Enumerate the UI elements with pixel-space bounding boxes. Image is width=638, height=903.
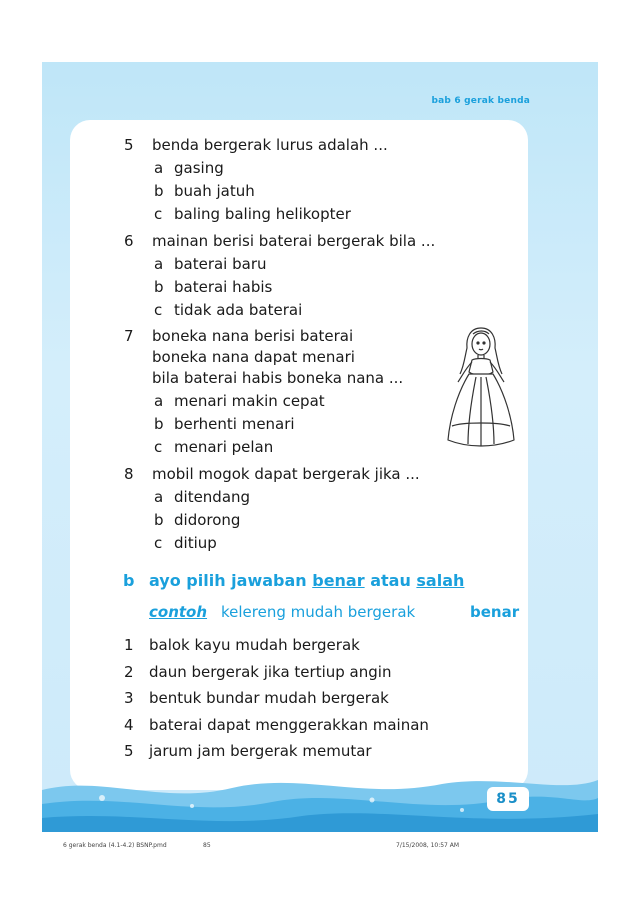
option-text: buah jatuh: [174, 182, 255, 200]
option-c: [154, 204, 351, 224]
option-letter: a: [154, 159, 164, 177]
option-text: ditendang: [174, 488, 251, 506]
question-number: 6: [124, 232, 134, 250]
option-c: [154, 533, 217, 553]
section-title-part: atau: [364, 571, 417, 590]
option-text: baterai habis: [174, 278, 273, 296]
chapter-title: bab 6 gerak benda: [431, 96, 530, 106]
section-title-salah: salah: [416, 571, 465, 590]
statement-text: baterai dapat menggerakkan mainan: [149, 716, 429, 734]
option-a: [154, 254, 267, 274]
section-title: [149, 571, 464, 590]
question-text: boneka nana berisi baterai: [152, 327, 354, 345]
footer-timestamp: 7/15/2008, 10:57 AM: [396, 842, 460, 849]
example-answer: benar: [470, 603, 520, 621]
option-a: [154, 391, 325, 411]
option-b: [154, 510, 240, 530]
statement-number: 5: [124, 742, 134, 760]
statement-text: daun bergerak jika tertiup angin: [149, 663, 392, 681]
option-text: menari pelan: [174, 438, 274, 456]
option-a: [154, 487, 250, 507]
option-text: gasing: [174, 159, 224, 177]
question-text: benda bergerak lurus adalah ...: [152, 136, 388, 154]
question-text: bila baterai habis boneka nana ...: [152, 369, 404, 387]
option-text: ditiup: [174, 534, 217, 552]
question-number: 7: [124, 327, 134, 345]
option-text: tidak ada baterai: [174, 301, 303, 319]
option-letter: a: [154, 488, 164, 506]
option-text: berhenti menari: [174, 415, 295, 433]
footer-filename: 6 gerak benda (4.1-4.2) BSNP.pmd: [63, 842, 167, 849]
option-c: [154, 437, 273, 457]
statement-text: jarum jam bergerak memutar: [149, 742, 372, 760]
option-letter: b: [154, 511, 164, 529]
statement-number: 2: [124, 663, 134, 681]
option-letter: c: [154, 301, 163, 319]
option-letter: a: [154, 392, 164, 410]
example-text: kelereng mudah bergerak: [221, 603, 416, 621]
question-text: mainan berisi baterai bergerak bila ...: [152, 232, 436, 250]
section-title-part: ayo pilih jawaban: [149, 571, 313, 590]
question-number: 5: [124, 136, 134, 154]
option-letter: c: [154, 534, 163, 552]
question-text: mobil mogok dapat bergerak jika ...: [152, 465, 420, 483]
option-letter: c: [154, 205, 163, 223]
doll-illustration: [438, 322, 524, 452]
option-letter: b: [154, 182, 164, 200]
option-c: [154, 300, 302, 320]
section-letter: b: [123, 571, 135, 590]
footer-page: 85: [203, 842, 211, 849]
statement-number: 4: [124, 716, 134, 734]
option-text: menari makin cepat: [174, 392, 325, 410]
question-number: 8: [124, 465, 134, 483]
option-letter: b: [154, 415, 164, 433]
option-text: baling baling helikopter: [174, 205, 351, 223]
option-letter: b: [154, 278, 164, 296]
option-letter: a: [154, 255, 164, 273]
section-title-benar: benar: [312, 571, 365, 590]
option-a: [154, 158, 224, 178]
statement-text: bentuk bundar mudah bergerak: [149, 689, 389, 707]
page-number: 85: [487, 787, 529, 811]
option-text: didorong: [174, 511, 241, 529]
statement-text: balok kayu mudah bergerak: [149, 636, 360, 654]
option-text: baterai baru: [174, 255, 267, 273]
option-b: [154, 277, 272, 297]
option-letter: c: [154, 438, 163, 456]
option-b: [154, 414, 295, 434]
statement-number: 3: [124, 689, 134, 707]
question-text: boneka nana dapat menari: [152, 348, 355, 366]
example-label: contoh: [149, 603, 208, 621]
statement-number: 1: [124, 636, 134, 654]
option-b: [154, 181, 255, 201]
